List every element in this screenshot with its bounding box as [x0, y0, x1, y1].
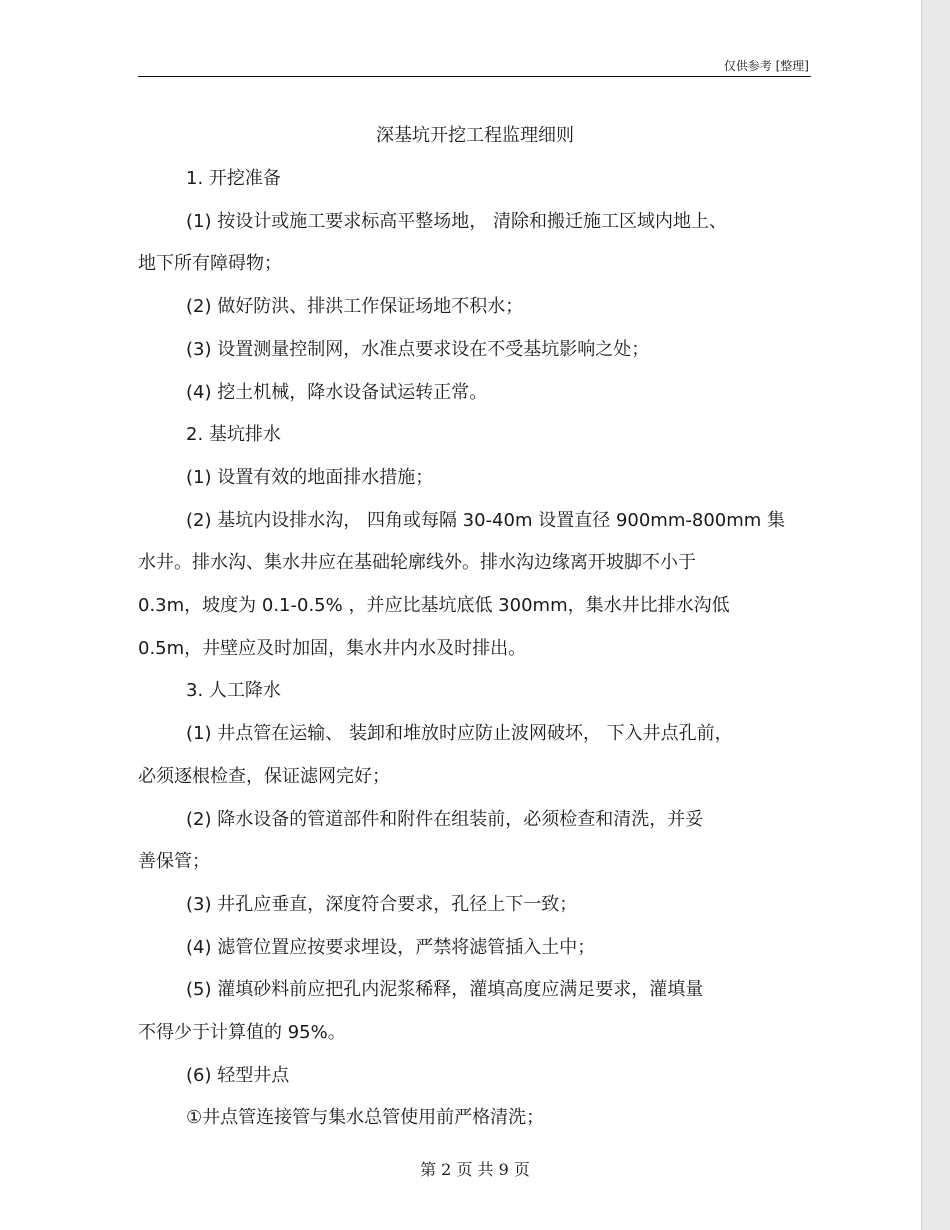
section-heading: 3. 人工降水	[186, 680, 281, 702]
paragraph-line: 0.5m，井壁应及时加固，集水井内水及时排出。	[138, 637, 527, 659]
paragraph-line: 不得少于计算值的 95%。	[138, 1022, 346, 1044]
paragraph-line: (2) 做好防洪、排洪工作保证场地不积水；	[186, 296, 524, 318]
paragraph-line: (6) 轻型井点	[186, 1064, 290, 1086]
section-heading: 2. 基坑排水	[186, 424, 281, 446]
paragraph-line: (4) 挖土机械，降水设备试运转正常。	[186, 381, 488, 403]
paragraph-line: (3) 井孔应垂直，深度符合要求，孔径上下一致；	[186, 893, 578, 915]
paragraph-line: (1) 井点管在运输、 装卸和堆放时应防止波网破坏， 下入井点孔前，	[186, 723, 733, 745]
paragraph-line: (2) 基坑内设排水沟， 四角或每隔 30-40m 设置直径 900mm-800mm 集	[186, 509, 786, 531]
paragraph-line: (1) 按设计或施工要求标高平整场地， 清除和搬迁施工区域内地上、	[186, 210, 727, 232]
paragraph-line: (5) 灌填砂料前应把孔内泥浆稀释，灌填高度应满足要求，灌填量	[186, 979, 704, 1001]
paragraph-line: 地下所有障碍物；	[138, 253, 282, 275]
paragraph-line: (2) 降水设备的管道部件和附件在组装前，必须检查和清洗，并妥	[186, 808, 704, 830]
document-body	[138, 158, 818, 1140]
paragraph-line: (3) 设置测量控制网，水准点要求设在不受基坑影响之处；	[186, 338, 650, 360]
section-heading: 1. 开挖准备	[186, 168, 281, 189]
header-rule	[138, 76, 811, 77]
paragraph-line: 必须逐根检查，保证滤网完好；	[138, 765, 390, 787]
document-title: 深基坑开挖工程监理细则	[376, 125, 574, 146]
paragraph-line: (1) 设置有效的地面排水措施；	[186, 466, 434, 488]
paragraph-line: 善保管；	[138, 851, 210, 873]
page-number-footer: 第 2 页 共 9 页	[420, 1160, 530, 1179]
paragraph-line: (4) 滤管位置应按要求埋设，严禁将滤管插入土中；	[186, 936, 596, 958]
paragraph-line: 水井。排水沟、集水井应在基础轮廓线外。排水沟边缘离开坡脚不小于	[138, 552, 696, 574]
header-note: 仅供参考 [整理]	[723, 59, 809, 73]
paragraph-line: 0.3m，坡度为 0.1-0.5% ，并应比基坑底低 300mm，集水井比排水沟低	[138, 595, 730, 617]
paragraph-line: ①井点管连接管与集水总管使用前严格清洗；	[186, 1107, 545, 1129]
